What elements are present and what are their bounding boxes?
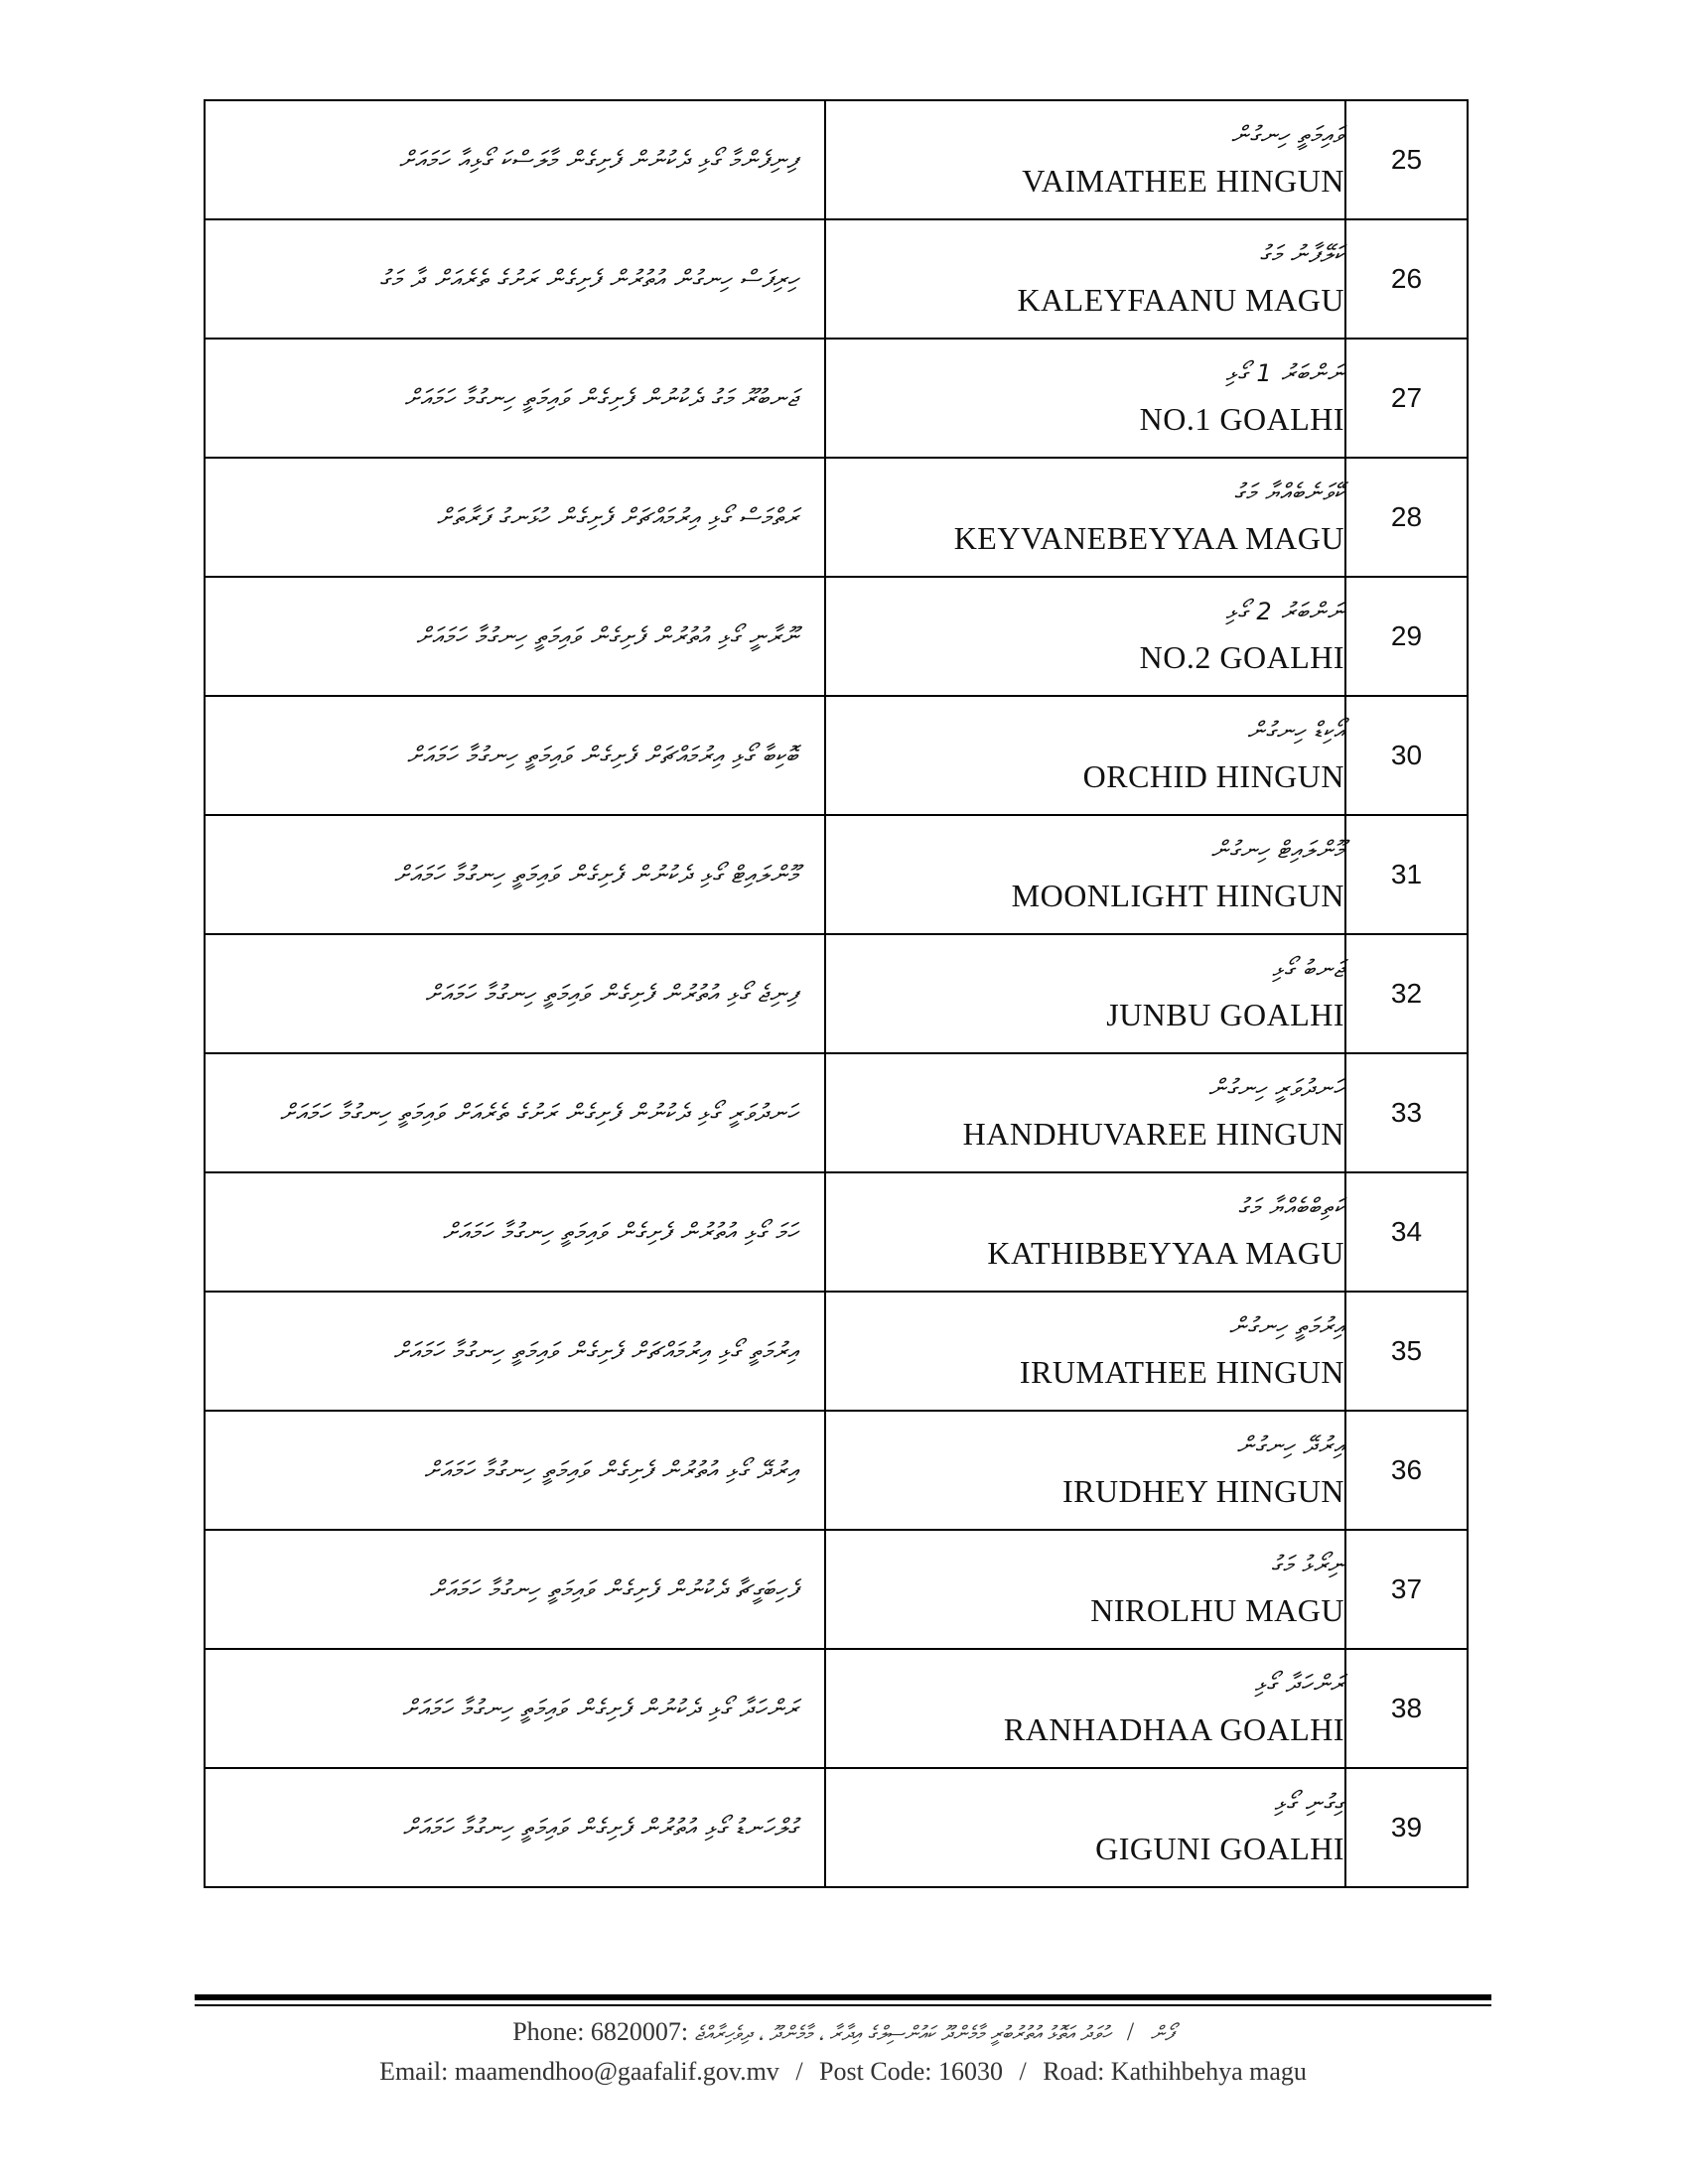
description-cell (205, 696, 825, 815)
street-name-english: RANHADHAA GOALHI (1003, 1710, 1344, 1747)
streets-table-body (205, 100, 1468, 1887)
street-name-cell (825, 1649, 1345, 1768)
row-number: 31 (1345, 815, 1468, 934)
street-name-cell (825, 1292, 1345, 1411)
description-cell (205, 1649, 825, 1768)
street-name-dhivehi: ހަނދުވަރީ ހިނގުން (1208, 1073, 1344, 1102)
description-text: ރަތްމަސް ގޯޅި އިރުމައްޗަށް ފެށިގެން ހުޅަނގު ފަރާތަށް (436, 503, 798, 531)
street-name-english: NO.1 GOALHI (1139, 400, 1344, 437)
footer-separator: / (795, 2057, 803, 2086)
footer-road: Road: Kathihbehya magu (1043, 2057, 1307, 2086)
street-name-dhivehi: ނިރޯޅު މަގު (1270, 1550, 1344, 1578)
street-name-english: KATHIBBEYYAA MAGU (987, 1234, 1344, 1271)
streets-table (204, 99, 1469, 1888)
description-text: ހިރިފަސް ހިނގުން އުތުރުން ފެށިގެން ރަށުގެ ތެރެއަށް ދާ މަގު (379, 265, 798, 293)
table-row (205, 1649, 1468, 1768)
row-number: 34 (1345, 1172, 1468, 1292)
description-text: ހަނދުވަރީ ގޯޅި ދެކުނުން ފެށިގެން ރަށުގެ ތެރެއަށް ވައިމަތީ ހިނގުމާ ހަމައަށް (279, 1099, 798, 1127)
row-number: 30 (1345, 696, 1468, 815)
row-number: 29 (1345, 577, 1468, 696)
footer-separator: / (1019, 2057, 1027, 2086)
description-text: މޫންލައިޓް ގޯޅި ދެކުނުން ފެށިގެން ވައިމަތީ ހިނގުމާ ހަމައަށް (393, 861, 798, 888)
street-name-english: NO.2 GOALHI (1139, 638, 1344, 675)
description-cell (205, 1053, 825, 1172)
street-name-dhivehi: ޖަނބު ގޯޅި (1272, 954, 1344, 983)
table-row (205, 696, 1468, 815)
row-number: 32 (1345, 934, 1468, 1053)
street-name-cell (825, 815, 1345, 934)
footer-address-dhivehi: ހުވަދު އަތޮޅު އުތުރުބުރީ މާމެންދޫ ކައުންސިލްގެ އިދާރާ ، މާމެންދޫ ، ދިވެހިރާއްޖެ (694, 2021, 1111, 2045)
street-name-dhivehi: ކަތިބްބެއްޔާ މަގު (1237, 1192, 1344, 1221)
street-name-english: IRUDHEY HINGUN (1062, 1472, 1344, 1509)
row-number: 26 (1345, 219, 1468, 339)
footer-phone-label-dhivehi: ފޯން (1150, 2021, 1174, 2045)
description-text: ހަމަ ގޯޅި އުތުރުން ފެށިގެން ވައިމަތީ ހިނގުމާ ހަމައަށް (442, 1218, 798, 1246)
street-name-dhivehi: ގިގުނި ގޯޅި (1274, 1788, 1344, 1817)
street-name-dhivehi: ރަންހަދާ ގޯޅި (1254, 1669, 1344, 1698)
description-cell (205, 934, 825, 1053)
street-name-cell (825, 219, 1345, 339)
street-name-english: VAIMATHEE HINGUN (1022, 162, 1344, 199)
row-number: 35 (1345, 1292, 1468, 1411)
street-name-cell (825, 458, 1345, 577)
row-number: 25 (1345, 100, 1468, 219)
street-name-english: MOONLIGHT HINGUN (1011, 877, 1344, 913)
description-text: ފެހިބަގީޗާ ދެކުނުން ފެށިގެން ވައިމަތީ ހިނގުމާ ހަމައަށް (429, 1575, 798, 1603)
street-name-cell (825, 1530, 1345, 1649)
street-name-cell (825, 934, 1345, 1053)
street-name-english: JUNBU GOALHI (1106, 996, 1344, 1032)
description-cell (205, 577, 825, 696)
street-name-cell (825, 1411, 1345, 1530)
table-row (205, 1768, 1468, 1887)
description-text: އިރުދޭ ގޯޅި އުތުރުން ފެށިގެން ވައިމަތީ ހިނގުމާ ހަމައަށް (424, 1456, 798, 1484)
footer-contact-line (195, 2017, 1491, 2047)
street-name-dhivehi: ކަލޭފާނު މަގު (1259, 239, 1344, 268)
street-name-english: ORCHID HINGUN (1082, 757, 1344, 794)
street-name-cell (825, 339, 1345, 458)
table-row (205, 1053, 1468, 1172)
description-cell (205, 1292, 825, 1411)
description-cell (205, 100, 825, 219)
row-number: 36 (1345, 1411, 1468, 1530)
street-name-dhivehi: އިރުދޭ ހިނގުން (1236, 1431, 1344, 1459)
description-cell (205, 339, 825, 458)
street-name-dhivehi: އޯކިޑް ހިނގުން (1247, 716, 1344, 745)
table-row (205, 339, 1468, 458)
street-name-dhivehi: ވައިމަތީ ހިނގުން (1231, 120, 1344, 149)
description-text: އިރުމަތީ ގޯޅި އިރުމައްޗަށް ފެށިގެން ވައިމަތީ ހިނގުމާ ހަމައަށް (393, 1337, 798, 1365)
footer-divider (195, 1994, 1491, 2000)
description-text: ފިނިފެންމާ ގޯޅި ދެކުނުން ފެށިގެން މާލަސްކަ ގޯޅިއާ ހަމައަށް (398, 146, 798, 174)
row-number: 39 (1345, 1768, 1468, 1887)
street-name-dhivehi: މޫންލައިޓް ހިނގުން (1210, 835, 1344, 864)
description-cell (205, 458, 825, 577)
description-cell (205, 1411, 825, 1530)
street-name-cell (825, 696, 1345, 815)
description-cell (205, 219, 825, 339)
footer-phone: Phone: 6820007: (512, 2017, 689, 2046)
street-name-dhivehi: އިރުމަތީ ހިނގުން (1228, 1311, 1344, 1340)
table-row (205, 1292, 1468, 1411)
table-row (205, 1530, 1468, 1649)
footer-details-line (195, 2057, 1491, 2087)
description-text: ބޮކިބާ ގޯޅި އިރުމައްޗަށް ފެށިގެން ވައިމަތީ ހިނގުމާ ހަމައަށް (406, 742, 798, 769)
table-row (205, 1172, 1468, 1292)
street-name-cell (825, 1172, 1345, 1292)
street-name-english: KALEYFAANU MAGU (1017, 281, 1344, 318)
footer-separator: / (1126, 2017, 1135, 2046)
description-text: ފިނިޖެ ގޯޅި އުތުރުން ފެށިގެން ވައިމަތީ ހިނގުމާ ހަމައަށް (425, 980, 798, 1008)
row-number: 38 (1345, 1649, 1468, 1768)
table-row (205, 1411, 1468, 1530)
street-name-english: KEYVANEBEYYAA MAGU (953, 519, 1344, 556)
street-name-cell (825, 577, 1345, 696)
row-number: 27 (1345, 339, 1468, 458)
street-name-dhivehi: ކޭވަނެބެއްޔާ މަގު (1233, 478, 1344, 506)
table-row (205, 100, 1468, 219)
description-cell (205, 1768, 825, 1887)
footer-divider-thin (195, 2004, 1491, 2006)
description-cell (205, 815, 825, 934)
description-text: ނޫރާނީ ގޯޅި އުތުރުން ފެށިގެން ވައިމަތީ ހިނގުމާ ހަމައަށް (416, 622, 798, 650)
description-text: ގުލްހަނޑު ގޯޅި އުތުރުން ފެށިގެން ވައިމަތީ ހިނގުމާ ހަމައަށް (402, 1814, 798, 1842)
table-row (205, 577, 1468, 696)
footer-post-code: Post Code: 16030 (819, 2057, 1003, 2086)
table-row (205, 934, 1468, 1053)
description-text: ޖަނބުރޫ މަގު ދެކުނުން ފެށިގެން ވައިމަތީ ހިނގުމާ ހަމައަށް (404, 384, 798, 412)
row-number: 28 (1345, 458, 1468, 577)
footer-email: Email: maamendhoo@gaafalif.gov.mv (379, 2057, 779, 2086)
street-name-english: GIGUNI GOALHI (1095, 1830, 1344, 1866)
row-number: 33 (1345, 1053, 1468, 1172)
table-row (205, 458, 1468, 577)
street-name-dhivehi: ނަންބަރު 1 ގޯޅި (1225, 358, 1344, 387)
street-name-cell (825, 1768, 1345, 1887)
description-cell (205, 1530, 825, 1649)
table-row (205, 815, 1468, 934)
street-name-english: NIROLHU MAGU (1090, 1591, 1344, 1628)
street-name-english: IRUMATHEE HINGUN (1019, 1353, 1344, 1390)
street-name-cell (825, 1053, 1345, 1172)
description-text: ރަންހަދާ ގޯޅި ދެކުނުން ފެށިގެން ވައިމަތީ ހިނގުމާ ހަމައަށް (402, 1695, 798, 1722)
description-cell (205, 1172, 825, 1292)
street-name-english: HANDHUVAREE HINGUN (962, 1115, 1344, 1152)
street-name-dhivehi: ނަންބަރު 2 ގޯޅި (1225, 597, 1344, 625)
table-row (205, 219, 1468, 339)
street-name-cell (825, 100, 1345, 219)
row-number: 37 (1345, 1530, 1468, 1649)
